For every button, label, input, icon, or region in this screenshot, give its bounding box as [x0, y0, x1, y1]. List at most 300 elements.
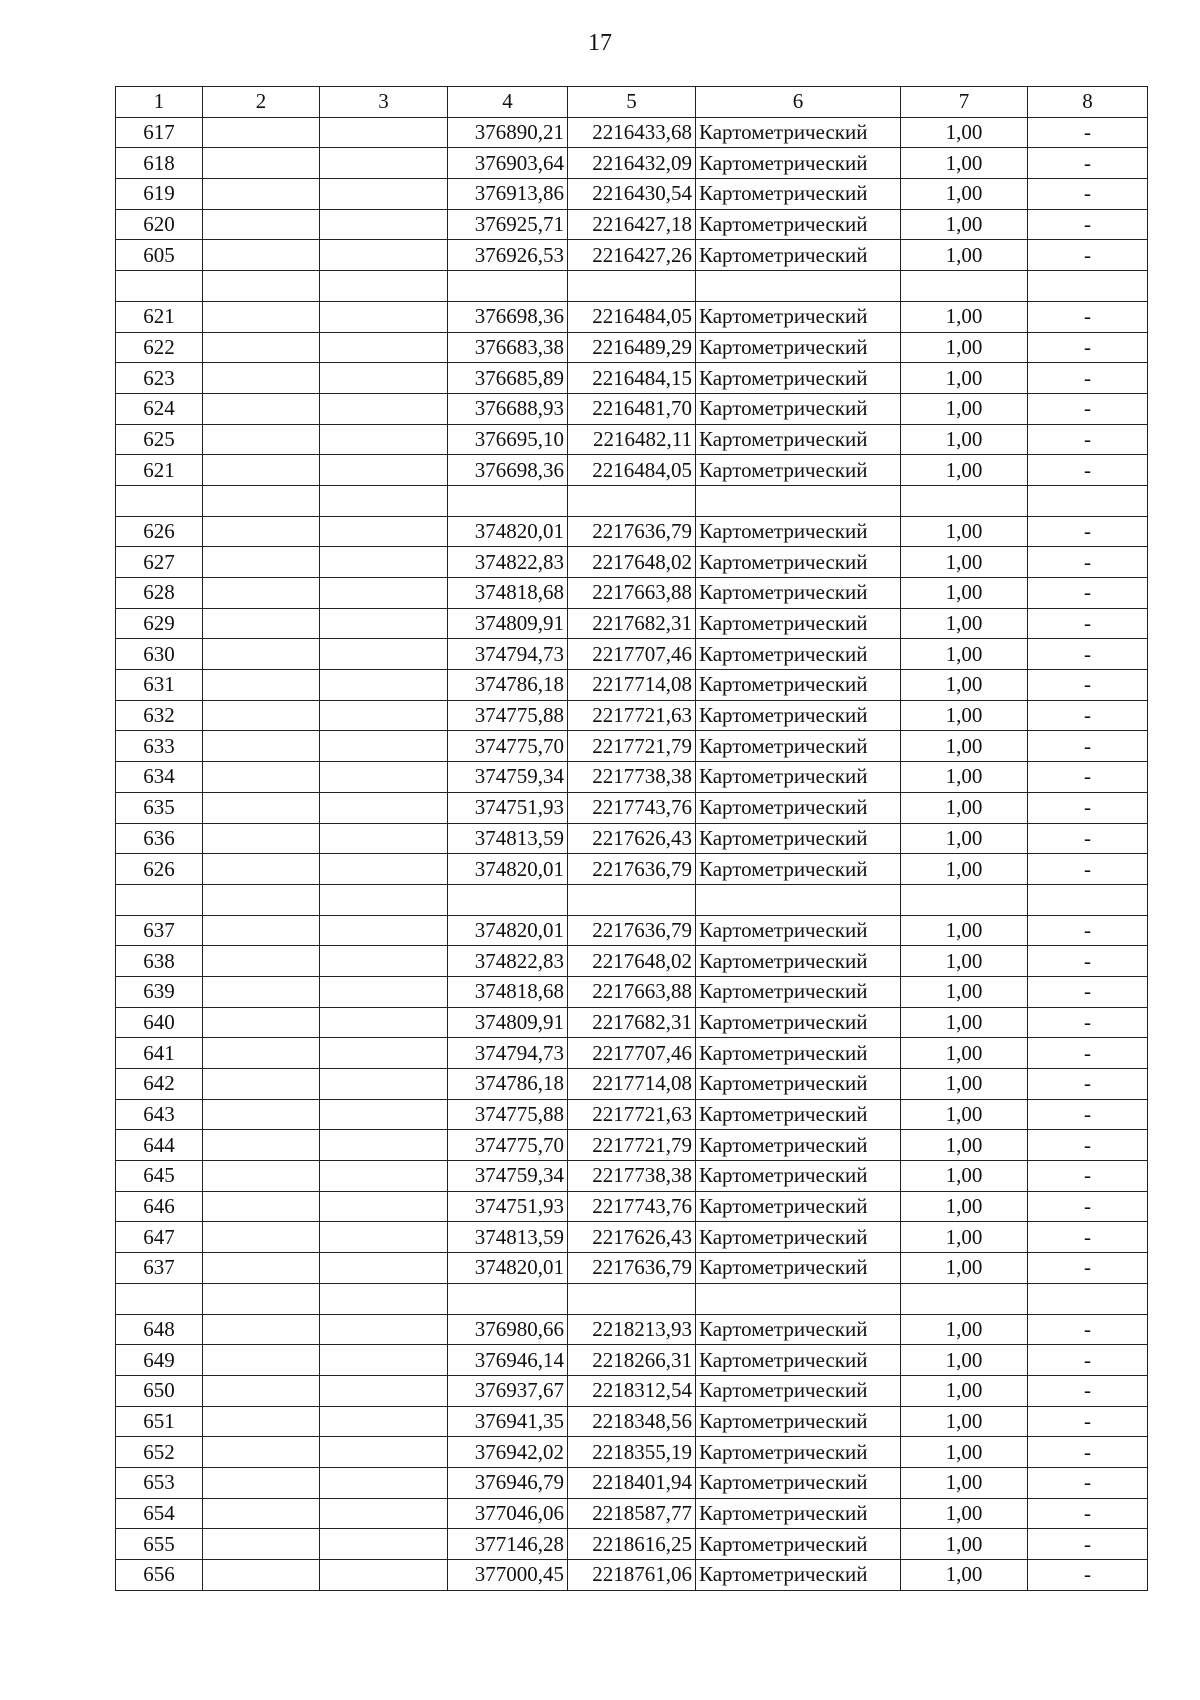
accuracy-cell: 1,00	[901, 1038, 1028, 1069]
note-cell	[1028, 884, 1148, 915]
table-row	[116, 639, 1148, 670]
table-row	[116, 547, 1148, 578]
note-cell: -	[1028, 179, 1148, 210]
y-coordinate-cell: 2217636,79	[568, 516, 696, 547]
note-cell: -	[1028, 639, 1148, 670]
method-cell: Картометрический	[696, 1007, 901, 1038]
empty-cell	[320, 946, 448, 977]
accuracy-cell: 1,00	[901, 1314, 1028, 1345]
accuracy-cell: 1,00	[901, 1375, 1028, 1406]
method-cell: Картометрический	[696, 516, 901, 547]
table-row	[116, 332, 1148, 363]
point-number-cell: 649	[116, 1345, 203, 1376]
empty-cell	[203, 884, 320, 915]
method-cell: Картометрический	[696, 700, 901, 731]
y-coordinate-cell: 2217721,63	[568, 1099, 696, 1130]
y-coordinate-cell: 2216482,11	[568, 424, 696, 455]
empty-cell	[320, 700, 448, 731]
table-row	[116, 1253, 1148, 1284]
point-number-cell: 639	[116, 976, 203, 1007]
x-coordinate-cell: 374775,70	[448, 731, 568, 762]
x-coordinate-cell: 376698,36	[448, 301, 568, 332]
column-header: 1	[116, 87, 203, 118]
note-cell: -	[1028, 1467, 1148, 1498]
empty-cell	[320, 915, 448, 946]
column-header: 2	[203, 87, 320, 118]
table-row	[116, 578, 1148, 609]
empty-cell	[203, 1314, 320, 1345]
table-row	[116, 1467, 1148, 1498]
note-cell: -	[1028, 1437, 1148, 1468]
empty-cell	[203, 424, 320, 455]
table-row	[116, 1375, 1148, 1406]
y-coordinate-cell: 2217738,38	[568, 762, 696, 793]
x-coordinate-cell: 377046,06	[448, 1498, 568, 1529]
note-cell: -	[1028, 731, 1148, 762]
method-cell: Картометрический	[696, 393, 901, 424]
x-coordinate-cell: 374775,70	[448, 1130, 568, 1161]
y-coordinate-cell: 2218266,31	[568, 1345, 696, 1376]
note-cell	[1028, 485, 1148, 516]
y-coordinate-cell	[568, 271, 696, 302]
x-coordinate-cell: 374809,91	[448, 1007, 568, 1038]
y-coordinate-cell: 2217721,79	[568, 731, 696, 762]
empty-cell	[320, 854, 448, 885]
x-coordinate-cell: 374822,83	[448, 547, 568, 578]
accuracy-cell: 1,00	[901, 547, 1028, 578]
y-coordinate-cell: 2217738,38	[568, 1161, 696, 1192]
x-coordinate-cell	[448, 884, 568, 915]
empty-cell	[203, 547, 320, 578]
empty-cell	[320, 148, 448, 179]
note-cell: -	[1028, 608, 1148, 639]
page-number: 17	[588, 30, 612, 56]
table-body	[116, 117, 1148, 1590]
empty-cell	[203, 578, 320, 609]
empty-cell	[203, 1498, 320, 1529]
note-cell: -	[1028, 455, 1148, 486]
x-coordinate-cell: 374820,01	[448, 516, 568, 547]
header-row	[116, 87, 1148, 118]
note-cell: -	[1028, 1314, 1148, 1345]
empty-cell	[203, 1191, 320, 1222]
accuracy-cell: 1,00	[901, 516, 1028, 547]
accuracy-cell: 1,00	[901, 1406, 1028, 1437]
empty-cell	[320, 455, 448, 486]
note-cell: -	[1028, 1222, 1148, 1253]
y-coordinate-cell: 2217714,08	[568, 670, 696, 701]
point-number-cell: 650	[116, 1375, 203, 1406]
empty-cell	[203, 1467, 320, 1498]
column-header: 6	[696, 87, 901, 118]
method-cell: Картометрический	[696, 762, 901, 793]
point-number-cell: 643	[116, 1099, 203, 1130]
accuracy-cell: 1,00	[901, 792, 1028, 823]
x-coordinate-cell: 374794,73	[448, 1038, 568, 1069]
method-cell: Картометрический	[696, 823, 901, 854]
empty-cell	[320, 762, 448, 793]
note-cell: -	[1028, 1161, 1148, 1192]
accuracy-cell: 1,00	[901, 1069, 1028, 1100]
accuracy-cell: 1,00	[901, 332, 1028, 363]
x-coordinate-cell: 374759,34	[448, 762, 568, 793]
accuracy-cell: 1,00	[901, 762, 1028, 793]
table-row	[116, 1161, 1148, 1192]
note-cell: -	[1028, 700, 1148, 731]
point-number-cell: 652	[116, 1437, 203, 1468]
table-row	[116, 1498, 1148, 1529]
accuracy-cell: 1,00	[901, 946, 1028, 977]
method-cell: Картометрический	[696, 179, 901, 210]
column-header: 4	[448, 87, 568, 118]
point-number-cell: 637	[116, 915, 203, 946]
column-header: 8	[1028, 87, 1148, 118]
x-coordinate-cell: 376980,66	[448, 1314, 568, 1345]
table-row	[116, 1222, 1148, 1253]
point-number-cell	[116, 485, 203, 516]
empty-cell	[320, 1099, 448, 1130]
empty-cell	[320, 1314, 448, 1345]
accuracy-cell: 1,00	[901, 1007, 1028, 1038]
table-row	[116, 1069, 1148, 1100]
empty-cell	[203, 1437, 320, 1468]
y-coordinate-cell: 2216484,15	[568, 363, 696, 394]
accuracy-cell: 1,00	[901, 1191, 1028, 1222]
accuracy-cell: 1,00	[901, 1253, 1028, 1284]
accuracy-cell: 1,00	[901, 854, 1028, 885]
accuracy-cell: 1,00	[901, 1467, 1028, 1498]
method-cell: Картометрический	[696, 1130, 901, 1161]
method-cell: Картометрический	[696, 639, 901, 670]
table-row	[116, 1007, 1148, 1038]
empty-cell	[320, 884, 448, 915]
point-number-cell: 628	[116, 578, 203, 609]
point-number-cell: 618	[116, 148, 203, 179]
method-cell: Картометрический	[696, 608, 901, 639]
y-coordinate-cell: 2217636,79	[568, 915, 696, 946]
y-coordinate-cell: 2217663,88	[568, 578, 696, 609]
method-cell: Картометрический	[696, 1467, 901, 1498]
method-cell	[696, 1283, 901, 1314]
x-coordinate-cell: 374820,01	[448, 1253, 568, 1284]
empty-cell	[320, 485, 448, 516]
y-coordinate-cell: 2217721,79	[568, 1130, 696, 1161]
method-cell: Картометрический	[696, 1406, 901, 1437]
empty-cell	[203, 608, 320, 639]
x-coordinate-cell: 376685,89	[448, 363, 568, 394]
accuracy-cell: 1,00	[901, 363, 1028, 394]
point-number-cell: 605	[116, 240, 203, 271]
x-coordinate-cell: 374751,93	[448, 1191, 568, 1222]
y-coordinate-cell: 2217707,46	[568, 1038, 696, 1069]
empty-cell	[203, 1406, 320, 1437]
y-coordinate-cell: 2217626,43	[568, 1222, 696, 1253]
x-coordinate-cell: 374759,34	[448, 1161, 568, 1192]
table-row	[116, 915, 1148, 946]
note-cell: -	[1028, 1069, 1148, 1100]
note-cell: -	[1028, 915, 1148, 946]
accuracy-cell: 1,00	[901, 148, 1028, 179]
table-row	[116, 1560, 1148, 1591]
point-number-cell: 620	[116, 209, 203, 240]
y-coordinate-cell: 2217743,76	[568, 792, 696, 823]
method-cell	[696, 884, 901, 915]
accuracy-cell: 1,00	[901, 1130, 1028, 1161]
point-number-cell: 633	[116, 731, 203, 762]
accuracy-cell	[901, 884, 1028, 915]
y-coordinate-cell: 2216489,29	[568, 332, 696, 363]
note-cell: -	[1028, 1345, 1148, 1376]
x-coordinate-cell: 376913,86	[448, 179, 568, 210]
y-coordinate-cell: 2216481,70	[568, 393, 696, 424]
empty-cell	[320, 1007, 448, 1038]
table-row	[116, 240, 1148, 271]
column-header: 5	[568, 87, 696, 118]
y-coordinate-cell: 2217648,02	[568, 946, 696, 977]
x-coordinate-cell: 374794,73	[448, 639, 568, 670]
point-number-cell: 625	[116, 424, 203, 455]
point-number-cell: 653	[116, 1467, 203, 1498]
empty-cell	[320, 1437, 448, 1468]
accuracy-cell	[901, 271, 1028, 302]
empty-cell	[320, 1069, 448, 1100]
x-coordinate-cell	[448, 485, 568, 516]
method-cell: Картометрический	[696, 731, 901, 762]
note-cell: -	[1028, 148, 1148, 179]
empty-cell	[203, 1283, 320, 1314]
note-cell: -	[1028, 670, 1148, 701]
x-coordinate-cell: 376946,14	[448, 1345, 568, 1376]
note-cell: -	[1028, 363, 1148, 394]
table-row	[116, 424, 1148, 455]
method-cell: Картометрический	[696, 1069, 901, 1100]
table-row	[116, 976, 1148, 1007]
empty-cell	[320, 976, 448, 1007]
accuracy-cell: 1,00	[901, 1222, 1028, 1253]
point-number-cell: 637	[116, 1253, 203, 1284]
separator-row	[116, 1283, 1148, 1314]
point-number-cell: 621	[116, 455, 203, 486]
point-number-cell: 656	[116, 1560, 203, 1591]
x-coordinate-cell: 376926,53	[448, 240, 568, 271]
method-cell: Картометрический	[696, 792, 901, 823]
table-row	[116, 1130, 1148, 1161]
note-cell: -	[1028, 301, 1148, 332]
empty-cell	[203, 148, 320, 179]
empty-cell	[203, 179, 320, 210]
y-coordinate-cell: 2217636,79	[568, 1253, 696, 1284]
method-cell: Картометрический	[696, 946, 901, 977]
accuracy-cell: 1,00	[901, 639, 1028, 670]
note-cell: -	[1028, 1007, 1148, 1038]
table-row	[116, 1038, 1148, 1069]
point-number-cell: 638	[116, 946, 203, 977]
empty-cell	[320, 1191, 448, 1222]
y-coordinate-cell: 2216484,05	[568, 455, 696, 486]
y-coordinate-cell: 2217626,43	[568, 823, 696, 854]
y-coordinate-cell: 2218587,77	[568, 1498, 696, 1529]
table-row	[116, 762, 1148, 793]
x-coordinate-cell	[448, 271, 568, 302]
table-row	[116, 148, 1148, 179]
note-cell: -	[1028, 240, 1148, 271]
y-coordinate-cell: 2218355,19	[568, 1437, 696, 1468]
empty-cell	[203, 485, 320, 516]
empty-cell	[203, 1099, 320, 1130]
separator-row	[116, 271, 1148, 302]
x-coordinate-cell: 376683,38	[448, 332, 568, 363]
empty-cell	[320, 301, 448, 332]
method-cell: Картометрический	[696, 240, 901, 271]
empty-cell	[203, 731, 320, 762]
point-number-cell: 619	[116, 179, 203, 210]
note-cell: -	[1028, 823, 1148, 854]
y-coordinate-cell: 2217682,31	[568, 1007, 696, 1038]
note-cell: -	[1028, 946, 1148, 977]
point-number-cell: 642	[116, 1069, 203, 1100]
method-cell: Картометрический	[696, 1345, 901, 1376]
empty-cell	[320, 516, 448, 547]
x-coordinate-cell: 376903,64	[448, 148, 568, 179]
note-cell: -	[1028, 1130, 1148, 1161]
point-number-cell	[116, 884, 203, 915]
note-cell: -	[1028, 117, 1148, 148]
point-number-cell: 617	[116, 117, 203, 148]
x-coordinate-cell: 374813,59	[448, 1222, 568, 1253]
point-number-cell: 655	[116, 1529, 203, 1560]
y-coordinate-cell	[568, 1283, 696, 1314]
accuracy-cell: 1,00	[901, 608, 1028, 639]
point-number-cell	[116, 271, 203, 302]
point-number-cell: 630	[116, 639, 203, 670]
accuracy-cell	[901, 485, 1028, 516]
method-cell: Картометрический	[696, 1222, 901, 1253]
table-row	[116, 516, 1148, 547]
note-cell: -	[1028, 976, 1148, 1007]
empty-cell	[320, 639, 448, 670]
empty-cell	[203, 1222, 320, 1253]
note-cell: -	[1028, 1099, 1148, 1130]
x-coordinate-cell: 374822,83	[448, 946, 568, 977]
empty-cell	[320, 363, 448, 394]
point-number-cell: 654	[116, 1498, 203, 1529]
empty-cell	[203, 639, 320, 670]
table-row	[116, 608, 1148, 639]
y-coordinate-cell	[568, 884, 696, 915]
table-row	[116, 301, 1148, 332]
empty-cell	[320, 393, 448, 424]
table-row	[116, 946, 1148, 977]
empty-cell	[320, 117, 448, 148]
y-coordinate-cell: 2218213,93	[568, 1314, 696, 1345]
x-coordinate-cell: 376942,02	[448, 1437, 568, 1468]
accuracy-cell: 1,00	[901, 823, 1028, 854]
x-coordinate-cell: 374786,18	[448, 1069, 568, 1100]
note-cell: -	[1028, 1038, 1148, 1069]
column-header: 3	[320, 87, 448, 118]
empty-cell	[203, 455, 320, 486]
x-coordinate-cell: 374818,68	[448, 976, 568, 1007]
accuracy-cell: 1,00	[901, 240, 1028, 271]
note-cell	[1028, 271, 1148, 302]
empty-cell	[203, 117, 320, 148]
accuracy-cell: 1,00	[901, 455, 1028, 486]
method-cell: Картометрический	[696, 455, 901, 486]
note-cell: -	[1028, 1191, 1148, 1222]
table-row	[116, 1437, 1148, 1468]
point-number-cell: 623	[116, 363, 203, 394]
x-coordinate-cell: 374775,88	[448, 700, 568, 731]
table-row	[116, 731, 1148, 762]
table-row	[116, 1406, 1148, 1437]
empty-cell	[320, 792, 448, 823]
y-coordinate-cell: 2217648,02	[568, 547, 696, 578]
y-coordinate-cell: 2217714,08	[568, 1069, 696, 1100]
accuracy-cell: 1,00	[901, 1161, 1028, 1192]
y-coordinate-cell: 2218312,54	[568, 1375, 696, 1406]
accuracy-cell: 1,00	[901, 393, 1028, 424]
accuracy-cell	[901, 1283, 1028, 1314]
accuracy-cell: 1,00	[901, 424, 1028, 455]
separator-row	[116, 884, 1148, 915]
x-coordinate-cell: 374751,93	[448, 792, 568, 823]
note-cell: -	[1028, 1253, 1148, 1284]
point-number-cell: 626	[116, 516, 203, 547]
x-coordinate-cell: 376925,71	[448, 209, 568, 240]
y-coordinate-cell: 2217663,88	[568, 976, 696, 1007]
empty-cell	[203, 363, 320, 394]
empty-cell	[320, 1161, 448, 1192]
point-number-cell: 631	[116, 670, 203, 701]
empty-cell	[203, 271, 320, 302]
empty-cell	[320, 1498, 448, 1529]
x-coordinate-cell: 374813,59	[448, 823, 568, 854]
note-cell: -	[1028, 1406, 1148, 1437]
empty-cell	[320, 179, 448, 210]
empty-cell	[203, 1345, 320, 1376]
note-cell: -	[1028, 762, 1148, 793]
table-row	[116, 1099, 1148, 1130]
x-coordinate-cell: 376946,79	[448, 1467, 568, 1498]
accuracy-cell: 1,00	[901, 117, 1028, 148]
empty-cell	[320, 1345, 448, 1376]
note-cell: -	[1028, 332, 1148, 363]
method-cell: Картометрический	[696, 1498, 901, 1529]
point-number-cell: 622	[116, 332, 203, 363]
x-coordinate-cell: 374809,91	[448, 608, 568, 639]
empty-cell	[320, 1130, 448, 1161]
empty-cell	[320, 209, 448, 240]
empty-cell	[203, 854, 320, 885]
accuracy-cell: 1,00	[901, 578, 1028, 609]
empty-cell	[203, 670, 320, 701]
empty-cell	[203, 946, 320, 977]
accuracy-cell: 1,00	[901, 976, 1028, 1007]
y-coordinate-cell: 2216427,18	[568, 209, 696, 240]
empty-cell	[203, 240, 320, 271]
method-cell: Картометрический	[696, 301, 901, 332]
method-cell: Картометрический	[696, 1099, 901, 1130]
table-row	[116, 117, 1148, 148]
empty-cell	[320, 1560, 448, 1591]
table-row	[116, 823, 1148, 854]
empty-cell	[320, 731, 448, 762]
empty-cell	[203, 976, 320, 1007]
method-cell: Картометрический	[696, 854, 901, 885]
note-cell: -	[1028, 578, 1148, 609]
point-number-cell: 640	[116, 1007, 203, 1038]
empty-cell	[320, 1283, 448, 1314]
